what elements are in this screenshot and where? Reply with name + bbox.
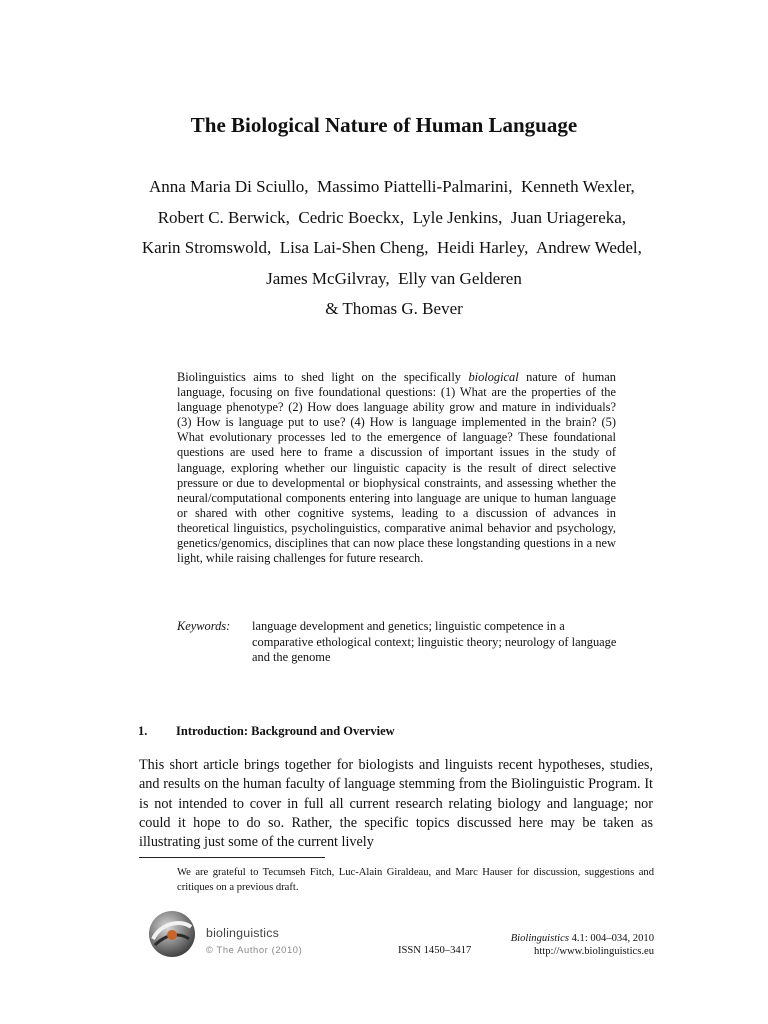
abstract-emphasis: biological bbox=[468, 370, 519, 384]
paper-title: The Biological Nature of Human Language bbox=[190, 113, 578, 137]
biolinguistics-logo-icon bbox=[147, 909, 197, 959]
keywords-label: Keywords: bbox=[177, 619, 231, 633]
section-number: 1. bbox=[138, 724, 148, 738]
author: Lisa Lai-Shen Cheng, bbox=[279, 238, 429, 257]
author: Kenneth Wexler, bbox=[521, 177, 635, 196]
section-title: Introduction: Background and Overview bbox=[176, 724, 395, 738]
footnote-divider bbox=[139, 857, 325, 858]
author: Massimo Piattelli-Palmarini, bbox=[317, 177, 513, 196]
author-list bbox=[140, 172, 648, 325]
journal-issue: 4.1: 004–034, 2010 bbox=[568, 933, 654, 944]
journal-reference bbox=[511, 933, 654, 944]
author: Karin Stromswold, bbox=[141, 238, 272, 257]
copyright: © The Author (2010) bbox=[206, 944, 303, 955]
journal-name: Biolinguistics bbox=[510, 933, 569, 944]
author: Robert C. Berwick, bbox=[157, 207, 290, 227]
author: Elly van Gelderen bbox=[398, 268, 522, 288]
abstract-text: Biolinguistics aims to shed light on the specifically bbox=[177, 370, 469, 384]
author: Juan Uriagereka, bbox=[510, 207, 627, 227]
abstract-text-continued: nature of human language, focusing on five foundational questions: (1) What are the properties of the language phenotype? (2) How does language ability grow and mature in individuals? (3) How is language put to use? (4) How is language implemented in the brain? (5) What evolutionary processes led to the emergence of language? These foundational questions are used here to frame a discussion of important issues in the study of language, exploring whether our linguistic capacity is the result of direct selective pressure or due to developmental or biophysical constraints, and assessing whether the neural/computational components entering into language are unique to human language or shared with other cognitive systems, leading to a discussion of advances in theoretical linguistics, psycholinguistics, comparative animal behavior and psychology, genetics/genomics, disciplines that can now place these longstanding questions in a new light, while raising challenges for future research. bbox=[177, 370, 616, 566]
author: James McGilvray, bbox=[266, 268, 390, 288]
logo-name: biolinguistics bbox=[206, 926, 280, 940]
author: Heidi Harley, bbox=[436, 238, 529, 257]
author: & Thomas G. Bever bbox=[325, 299, 463, 318]
keywords-text: language development and genetics; linguistic competence in a comparative ethological context; linguistic theory; neurology of language and the genome bbox=[252, 619, 617, 665]
issn: ISSN 1450–3417 bbox=[398, 945, 472, 956]
author: Lyle Jenkins, bbox=[412, 207, 503, 227]
author: Cedric Boeckx, bbox=[298, 207, 405, 227]
journal-url: http://www.biolinguistics.eu bbox=[534, 946, 654, 957]
intro-paragraph: This short article brings together for biologists and linguists recent hypotheses, studies, and results on the human faculty of language stemming from the Biolinguistic Program. It is not intended to cover in full all current research relating biology and language; nor could it hope to do so. Rather, the specific topics discussed here may be taken as illustrating just some of the current lively bbox=[139, 757, 653, 851]
author: Anna Maria Di Sciullo, bbox=[148, 177, 309, 196]
footnote: We are grateful to Tecumseh Fitch, Luc-Alain Giraldeau, and Marc Hauser for discussion, suggestions and critiques on a previous draft. bbox=[177, 867, 654, 893]
abstract bbox=[177, 370, 616, 566]
author: Andrew Wedel, bbox=[535, 238, 642, 257]
